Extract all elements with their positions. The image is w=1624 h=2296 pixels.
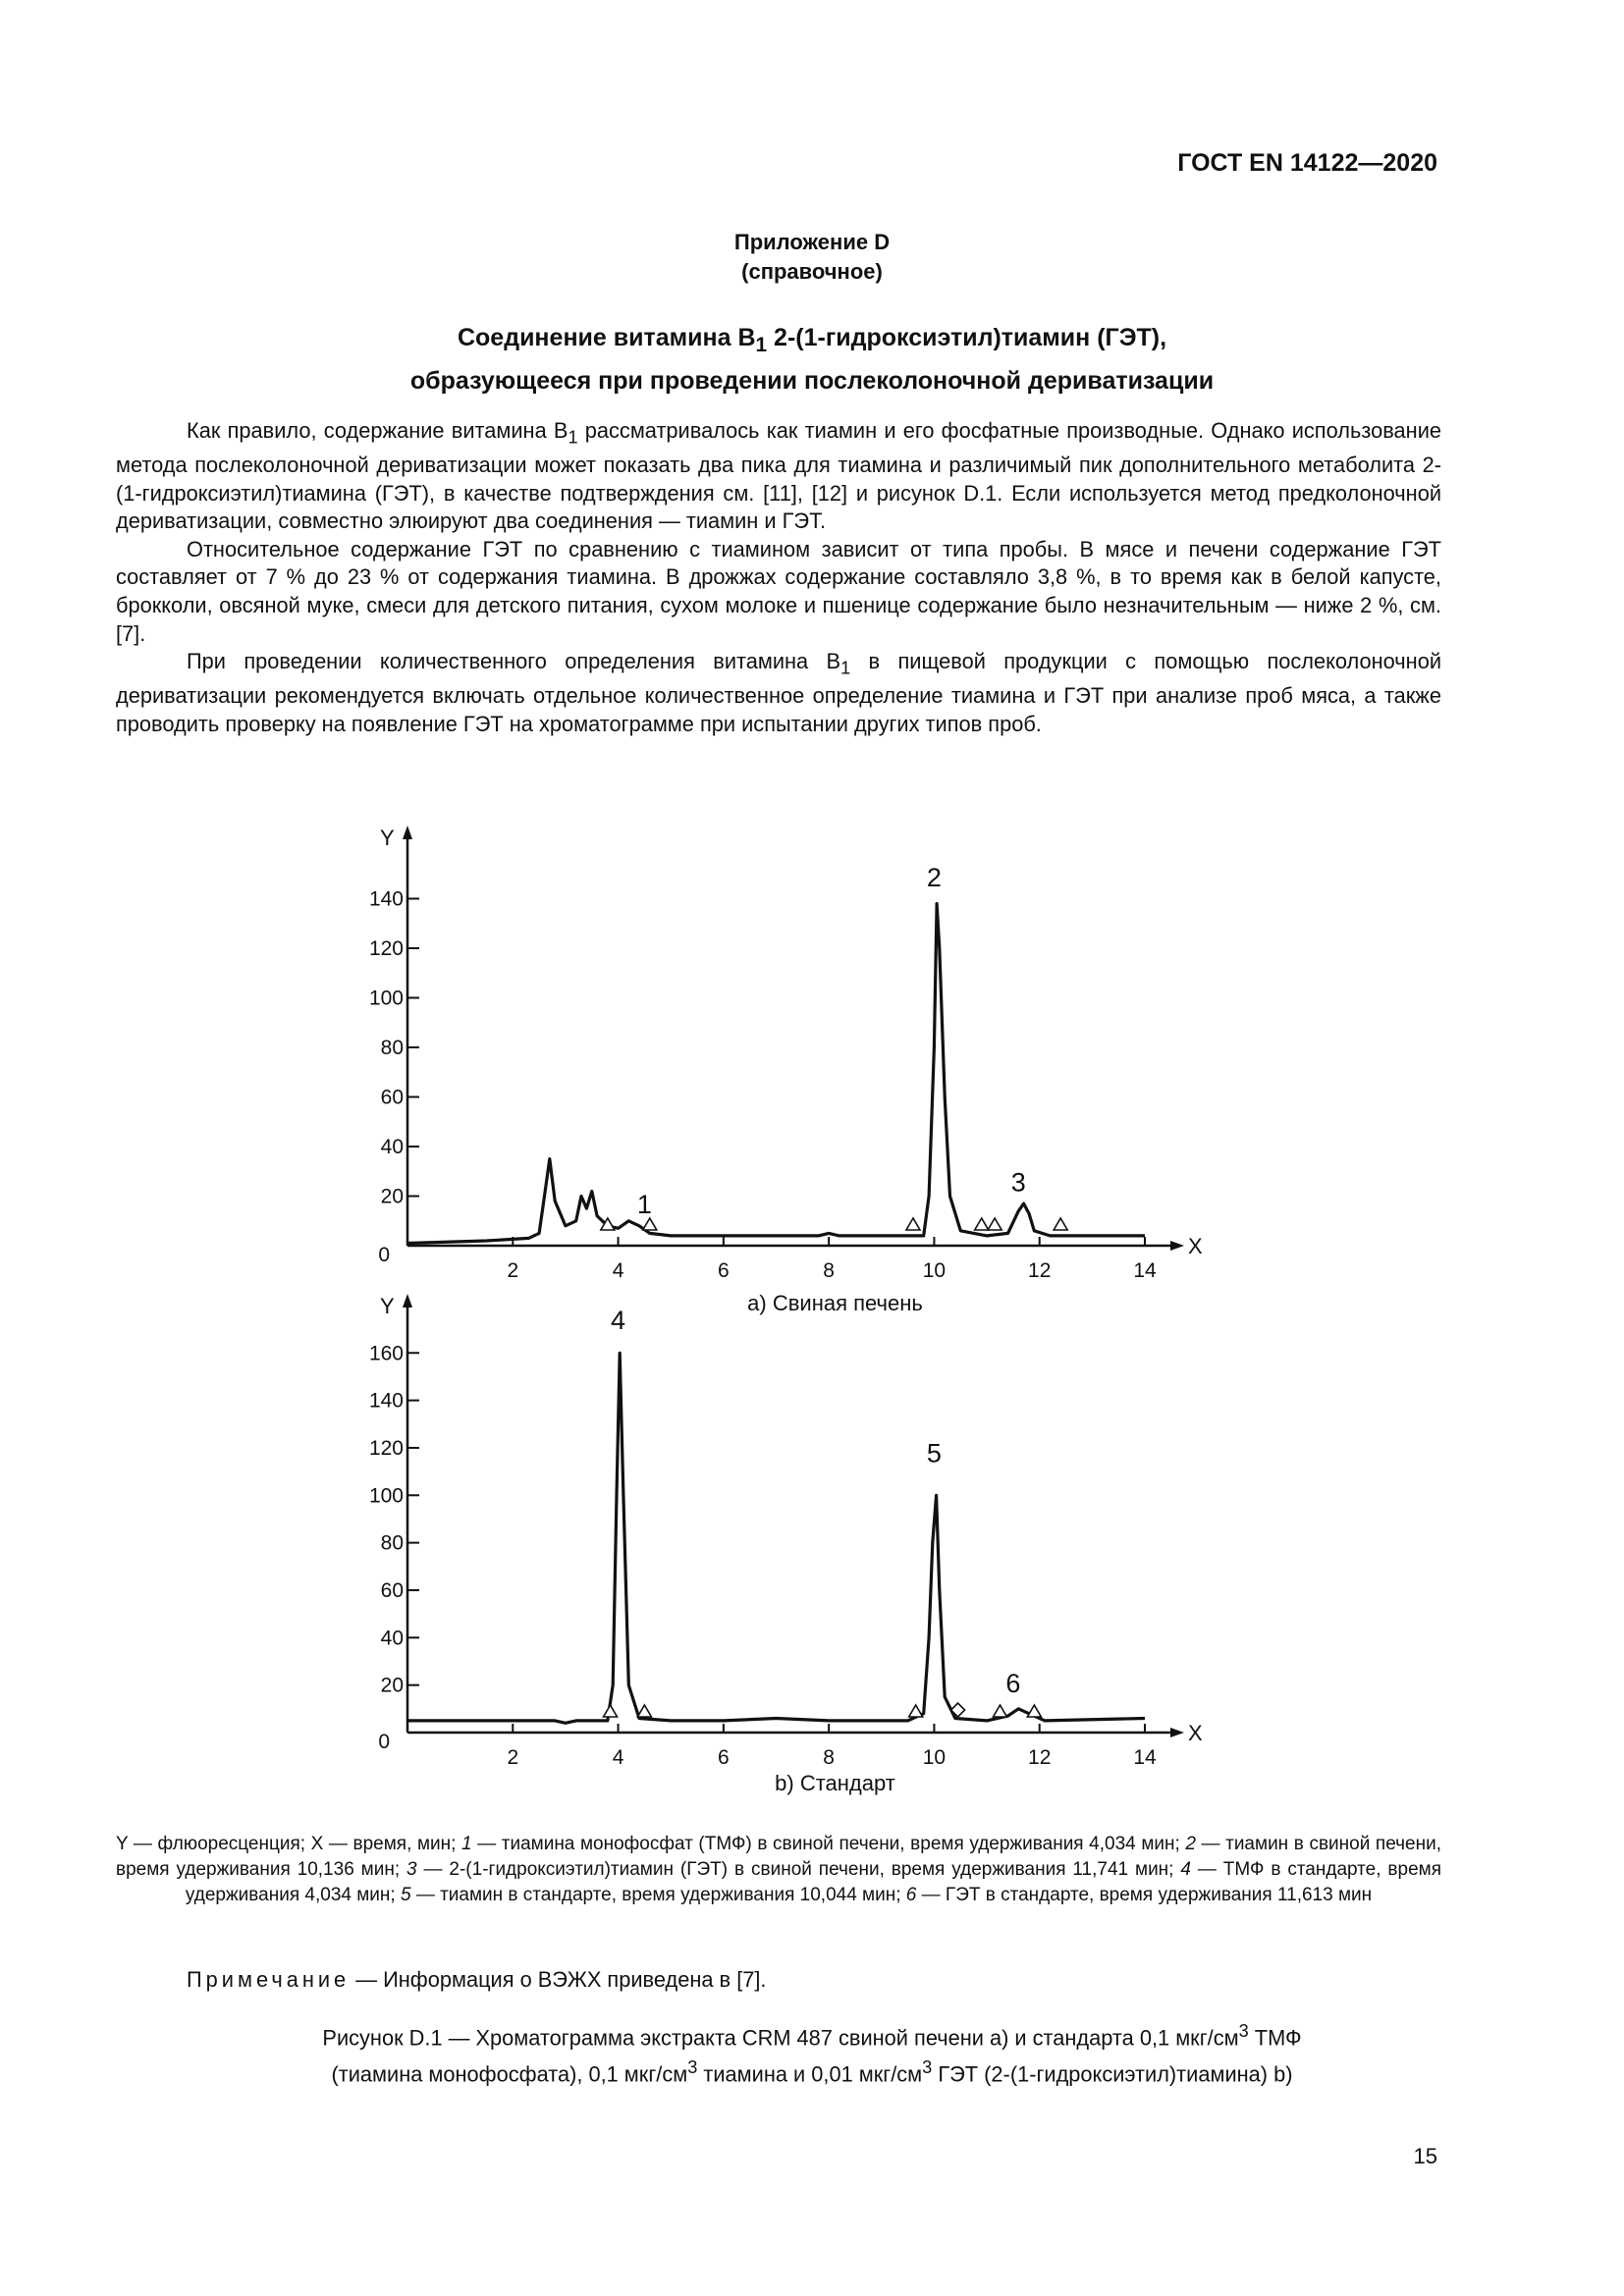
y-tick-label: 80: [380, 1531, 404, 1555]
legend-text: — тиамин в стандарте, время удерживания 10,044 мин;: [410, 1885, 906, 1905]
peak-label: 4: [611, 1306, 626, 1336]
legend-index: 6: [905, 1885, 917, 1905]
x-tick-label: 6: [718, 1259, 730, 1282]
x-axis-arrow: [1170, 1241, 1184, 1251]
legend-index: 5: [400, 1885, 411, 1905]
superscript: 3: [922, 2057, 933, 2078]
y-tick-label: 140: [368, 887, 404, 911]
x-tick-label: 6: [718, 1746, 730, 1769]
x-tick-label: 14: [1133, 1746, 1157, 1769]
x-tick-label: 2: [507, 1746, 519, 1769]
legend-text: Y — флюоресценция; X — время, мин;: [116, 1834, 461, 1854]
x-tick-label: 12: [1028, 1259, 1052, 1282]
legend-text: — тиамина монофосфат (ТМФ) в свиной печени, время удерживания 4,034 мин;: [471, 1834, 1186, 1854]
caption-text: ГЭТ (2-(1-гидроксиэтил)тиамина) b): [932, 2061, 1293, 2087]
y-tick-label: 40: [380, 1627, 404, 1650]
integration-marker-triangle: [643, 1218, 657, 1230]
y-axis-label: Y: [380, 826, 395, 850]
x-tick-label: 8: [823, 1259, 835, 1282]
x-tick-label: 14: [1133, 1259, 1157, 1282]
figure-legend: [116, 1832, 1441, 1908]
y-tick-label: 40: [380, 1136, 404, 1158]
section-title-line2: образующееся при проведении послеколоночной дериватизации: [409, 367, 1215, 395]
y-tick-label: 20: [380, 1185, 404, 1208]
paragraph-text: в пищевой продукции с помощью послеколоночной дериватизации рекомендуется включать отдельное количественное определение тиамина и ГЭТ при анализе проб мяса, а также проводить проверку на появление ГЭТ на хроматограмме при испытании других типов проб.: [116, 649, 1441, 736]
y-tick-label: 100: [368, 987, 404, 1010]
paragraph-text: При проведении количественного определения витамина В: [187, 649, 841, 674]
y-axis-arrow: [403, 826, 412, 839]
subscript: 1: [840, 658, 851, 678]
x-tick-label: 4: [612, 1746, 624, 1769]
integration-marker-triangle: [1027, 1705, 1041, 1717]
legend-index: 1: [461, 1834, 472, 1854]
x-axis-label: X: [1188, 1234, 1203, 1258]
legend-text: — ТМФ в стандарте, время удерживания 4,034 мин;: [185, 1859, 1441, 1905]
origin-label: 0: [378, 1244, 390, 1266]
legend-text: — ГЭТ в стандарте, время удерживания 11,613 мин: [916, 1885, 1373, 1905]
x-tick-label: 10: [922, 1746, 947, 1769]
chromatogram-line: [407, 1353, 1145, 1723]
caption-text: ТМФ: [1248, 2025, 1302, 2051]
integration-marker-triangle: [604, 1705, 618, 1717]
caption-line2: [0, 2053, 1624, 2089]
legend-index: 4: [1180, 1859, 1191, 1880]
chart-title: b) Стандарт: [775, 1771, 895, 1795]
x-axis-label: X: [1188, 1721, 1203, 1745]
paragraph: Относительное содержание ГЭТ по сравнению с тиамином зависит от типа пробы. В мясе и печени содержание ГЭТ составляет от 7 % до 23 % от содержания тиамина. В дрожжах содержание составляло 3,8 %, в то время как в белой капусте, брокколи, овсяной муке, смеси для детского питания, сухом молоке и пшенице содержание было незначительным — ниже 2 %, см. [7].: [116, 536, 1441, 646]
caption-text: тиамина и 0,01 мкг/см: [697, 2061, 923, 2087]
superscript: 3: [687, 2057, 698, 2078]
chart-pork-liver: [369, 826, 1203, 1315]
legend-text: — 2-(1-гидроксиэтил)тиамин (ГЭТ) в свиной печени, время удерживания 11,741 мин;: [416, 1859, 1181, 1880]
integration-marker-triangle: [637, 1705, 651, 1717]
title-subscript: 1: [755, 334, 768, 356]
peak-label: 2: [926, 862, 942, 892]
x-tick-label: 10: [922, 1259, 947, 1282]
paragraph-text: Как правило, содержание витамина В: [187, 418, 568, 443]
y-tick-label: 160: [368, 1342, 404, 1365]
integration-marker-triangle: [993, 1705, 1006, 1717]
superscript: 3: [1238, 2021, 1249, 2041]
subscript: 1: [568, 427, 578, 448]
chart-title: а) Свиная печень: [747, 1291, 923, 1315]
note-text: — Информация о ВЭЖХ приведена в [7].: [350, 1967, 767, 1992]
caption-text: Рисунок D.1 — Хроматограмма экстракта CRM 487 свиной печени а) и стандарта 0,1 мкг/см: [322, 2025, 1239, 2051]
legend-index: 2: [1185, 1834, 1196, 1854]
caption-text: (тиамина монофосфата), 0,1 мкг/см: [331, 2061, 688, 2087]
page-number: 15: [1413, 2144, 1437, 2168]
integration-marker-triangle: [1054, 1218, 1067, 1230]
y-tick-label: 60: [380, 1086, 404, 1109]
chart-standard: [369, 1294, 1203, 1795]
legend-text: — тиамин в свиной печени, время удерживания 10,136 мин;: [116, 1834, 1441, 1880]
title-text: 2-(1-гидроксиэтил)тиамин (ГЭТ),: [767, 324, 1167, 351]
y-tick-label: 140: [368, 1389, 404, 1413]
x-tick-label: 8: [823, 1746, 835, 1769]
document-header: ГОСТ EN 14122—2020: [1177, 149, 1437, 177]
y-axis-arrow: [403, 1294, 412, 1308]
note-label: Примечание: [187, 1967, 351, 1992]
x-tick-label: 2: [507, 1259, 519, 1282]
annex-status: (справочное): [741, 259, 883, 284]
x-tick-label: 4: [612, 1259, 624, 1282]
caption-line1: [0, 2016, 1624, 2053]
y-tick-label: 120: [368, 937, 404, 960]
paragraph-text: рассматривалось как тиамин и его фосфатные производные. Однако использование метода послеколоночной дериватизации может показать два пика для тиамина и различимый пик дополнительного метаболита 2-(1-гидроксиэтил)тиамина (ГЭТ), в качестве подтверждения см. [11], [12] и рисунок D.1. Если используется метод предколоночной дериватизации, совместно элюируют два соединения — тиамин и ГЭТ.: [116, 418, 1441, 534]
integration-marker-triangle: [975, 1218, 989, 1230]
peak-label: 1: [636, 1190, 652, 1220]
y-tick-label: 60: [380, 1578, 404, 1602]
legend-index: 3: [406, 1859, 417, 1880]
x-axis-arrow: [1170, 1728, 1184, 1737]
peak-label: 5: [926, 1438, 942, 1468]
peak-label: 6: [1005, 1668, 1021, 1698]
y-tick-label: 100: [368, 1484, 404, 1508]
y-axis-label: Y: [380, 1294, 395, 1318]
origin-label: 0: [378, 1731, 390, 1753]
integration-marker-triangle: [909, 1705, 923, 1717]
y-tick-label: 80: [380, 1037, 404, 1059]
integration-marker-triangle: [906, 1218, 920, 1230]
title-text: Соединение витамина В: [457, 324, 756, 351]
integration-marker-triangle: [988, 1218, 1001, 1230]
peak-label: 3: [1010, 1167, 1026, 1198]
x-tick-label: 12: [1028, 1746, 1052, 1769]
annex-title: Приложение D: [733, 230, 891, 254]
y-tick-label: 20: [380, 1674, 404, 1697]
figure-caption: [0, 2016, 1624, 2090]
note: [187, 1967, 767, 1993]
y-tick-label: 120: [368, 1436, 404, 1460]
chromatogram-line: [407, 904, 1145, 1244]
